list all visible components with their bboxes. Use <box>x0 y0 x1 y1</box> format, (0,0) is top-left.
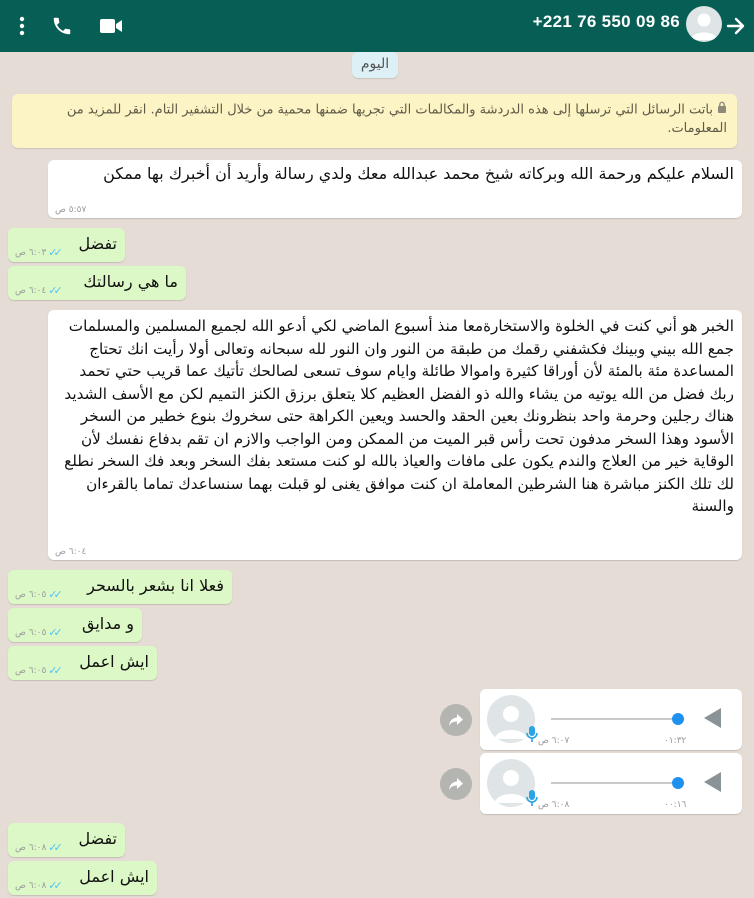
lock-icon <box>717 101 727 119</box>
double-check-icon: ✓✓ <box>48 588 59 601</box>
message-meta <box>15 841 61 854</box>
double-check-icon: ✓✓ <box>48 841 59 854</box>
voice-message[interactable] <box>480 689 742 750</box>
message-time: ٦:٠٨ ص <box>15 880 47 891</box>
incoming-message[interactable] <box>48 310 742 560</box>
double-check-icon: ✓✓ <box>48 879 59 892</box>
chat-header <box>0 0 754 52</box>
message-meta <box>15 879 61 892</box>
outgoing-message[interactable] <box>8 646 157 680</box>
outgoing-message[interactable] <box>8 823 125 857</box>
message-time: ٦:٠٣ ص <box>15 247 47 258</box>
message-time: ٦:٠٤ ص <box>55 547 87 557</box>
audio-track[interactable] <box>551 718 679 720</box>
double-check-icon: ✓✓ <box>48 284 59 297</box>
message-text: السلام عليكم ورحمة الله وبركاته شيخ محمد عبدالله معك ولدي رسالة وأريد أن أخبرك بها ممكن <box>103 164 734 183</box>
audio-duration: ٠١:٣٢ <box>664 736 687 746</box>
forward-icon[interactable] <box>440 768 472 800</box>
double-check-icon: ✓✓ <box>48 626 59 639</box>
incoming-message[interactable] <box>48 160 742 218</box>
message-text: ايش اعمل <box>79 652 149 671</box>
double-check-icon: ✓✓ <box>48 664 59 677</box>
microphone-icon <box>525 725 539 747</box>
message-meta <box>15 246 61 259</box>
double-check-icon: ✓✓ <box>48 246 59 259</box>
microphone-icon <box>525 789 539 811</box>
message-time: ٥:٥٧ ص <box>55 205 87 215</box>
contact-avatar[interactable] <box>686 6 722 42</box>
audio-duration: ٠٠:١٦ <box>664 800 687 810</box>
message-meta <box>15 284 61 297</box>
more-options-icon[interactable] <box>8 12 36 40</box>
message-text: تفضل <box>78 829 117 848</box>
play-icon[interactable] <box>702 706 722 734</box>
contact-phone-number[interactable]: +221 76 550 09 86 <box>532 12 680 31</box>
audio-seek-handle[interactable] <box>672 713 684 725</box>
message-text: و مدايق <box>81 614 134 633</box>
message-time: ٦:٠٨ ص <box>15 842 47 853</box>
message-text: فعلا انا بشعر بالسحر <box>87 576 224 595</box>
message-meta <box>55 547 86 557</box>
voice-call-icon[interactable] <box>48 12 76 40</box>
message-time: ٦:٠٥ ص <box>15 627 47 638</box>
message-time: ٦:٠٨ ص <box>538 800 570 810</box>
outgoing-message[interactable] <box>8 861 157 895</box>
message-meta <box>15 626 61 639</box>
message-text: ما هي رسالتك <box>83 272 178 291</box>
message-text: الخبر هو أني كنت في الخلوة والاستخارةمعا منذ أسبوع الماضي لكي أدعو الله لجميع المسلمين والمسلمات جمع الله بيني وبينك فكشفني رقمك من طبقة من النور وان النور لله سبحانه وتعالى أولا رأيت انك تحتاج المساعدة مئة بالمئة لأن أوراقا كثيرة واموالا طائلة وايام سوف تسعى لصالحك تأتيك عما قريب حتي تحمد ربك فضل من الله يوتيه من يشاء والله ذو الفضل العظيم كلا يتعلق برزق الكنز التميم لكن مع الأسف الشديد هناك رجلين وحرمة واحد بنظرونك بعين الحقد والحسد ويعين الكراهة حتى سخروك بنوع خطير من السخر الأسود وهذا السخر مدفون تحت رأس قبر الميت من الممكن ومن الواجب والازم ان تقم بدفاع نفسك لأن الوقاية خير من العلاج والندم يكون على مافات والعياذ بالله لو كنت مستعد بفك السخر وبعد فك السخر نطلع لك تلك الكنز مباشرة هنا الشرطين المعاملة ان كنت موافق يغنى لو قبلت بهما سنساعدك تماما بالقرءان والسنة <box>64 317 734 515</box>
outgoing-message[interactable] <box>8 266 186 300</box>
message-time: ٦:٠٥ ص <box>15 665 47 676</box>
audio-track[interactable] <box>551 782 679 784</box>
message-time: ٦:٠٤ ص <box>15 285 47 296</box>
outgoing-message[interactable] <box>8 570 232 604</box>
encryption-notice[interactable] <box>12 94 737 148</box>
message-meta <box>55 205 86 215</box>
message-time: ٦:٠٧ ص <box>538 736 570 746</box>
message-meta <box>15 664 61 677</box>
message-time: ٦:٠٥ ص <box>15 589 47 600</box>
message-meta <box>15 588 61 601</box>
video-call-icon[interactable] <box>97 12 125 40</box>
audio-seek-handle[interactable] <box>672 777 684 789</box>
message-text: ايش اعمل <box>79 867 149 886</box>
voice-message[interactable] <box>480 753 742 814</box>
outgoing-message[interactable] <box>8 608 142 642</box>
chat-area[interactable] <box>0 52 754 898</box>
encryption-text: باتت الرسائل التي ترسلها إلى هذه الدردشة والمكالمات التي تجريها ضمنها محمية من خلال التشفير التام. انقر للمزيد من المعلومات. <box>66 102 727 136</box>
forward-icon[interactable] <box>440 704 472 736</box>
play-icon[interactable] <box>702 770 722 798</box>
outgoing-message[interactable] <box>8 228 125 262</box>
date-label: اليوم <box>352 52 398 78</box>
message-text: تفضل <box>78 234 117 253</box>
back-arrow-icon[interactable] <box>722 12 750 40</box>
